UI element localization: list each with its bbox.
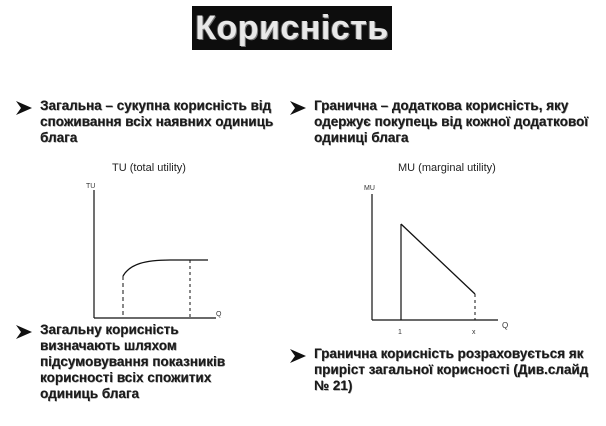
bullet-text: Гранична корисність розраховується як приріст загальної корисності (Див.слайд № 21) [314,346,589,393]
tu-curve [123,260,208,276]
mu-x-axis-label: Q [502,321,509,330]
tu-chart-title: TU (total utility) [112,162,186,174]
bullet-text: Загальну корисність визначають шляхом підсумовування показників корисності всіх спожитих одиниць блага [40,322,226,401]
arrow-bullet-icon [288,348,308,364]
tu-x-axis-label: Q [216,311,222,318]
arrow-bullet-icon [14,324,34,340]
mu-x-tick-1: 1 [398,329,402,336]
bullet-total-utility-calc [14,322,254,402]
bullet-text: Гранична – додаткова корисність, яку одержує покупець від кожної додаткової одиниці блага [314,98,589,145]
title-box [192,6,392,50]
bullet-text: Загальна – сукупна корисність від споживання всіх наявних одиниць блага [40,98,274,145]
tu-y-axis-label: TU [86,183,96,190]
mu-chart-title: MU (marginal utility) [398,162,496,174]
arrow-bullet-icon [288,100,308,116]
bullet-total-utility [14,98,276,146]
mu-curve [401,224,475,294]
bullet-marginal-utility-calc [288,346,600,394]
mu-x-tick-x: x [472,329,476,336]
bullet-marginal-utility [288,98,600,146]
tu-chart [80,176,230,326]
slide-title: Корисність [195,8,389,47]
mu-y-axis-label: MU [364,185,375,192]
arrow-bullet-icon [14,100,34,116]
mu-chart [358,176,518,348]
